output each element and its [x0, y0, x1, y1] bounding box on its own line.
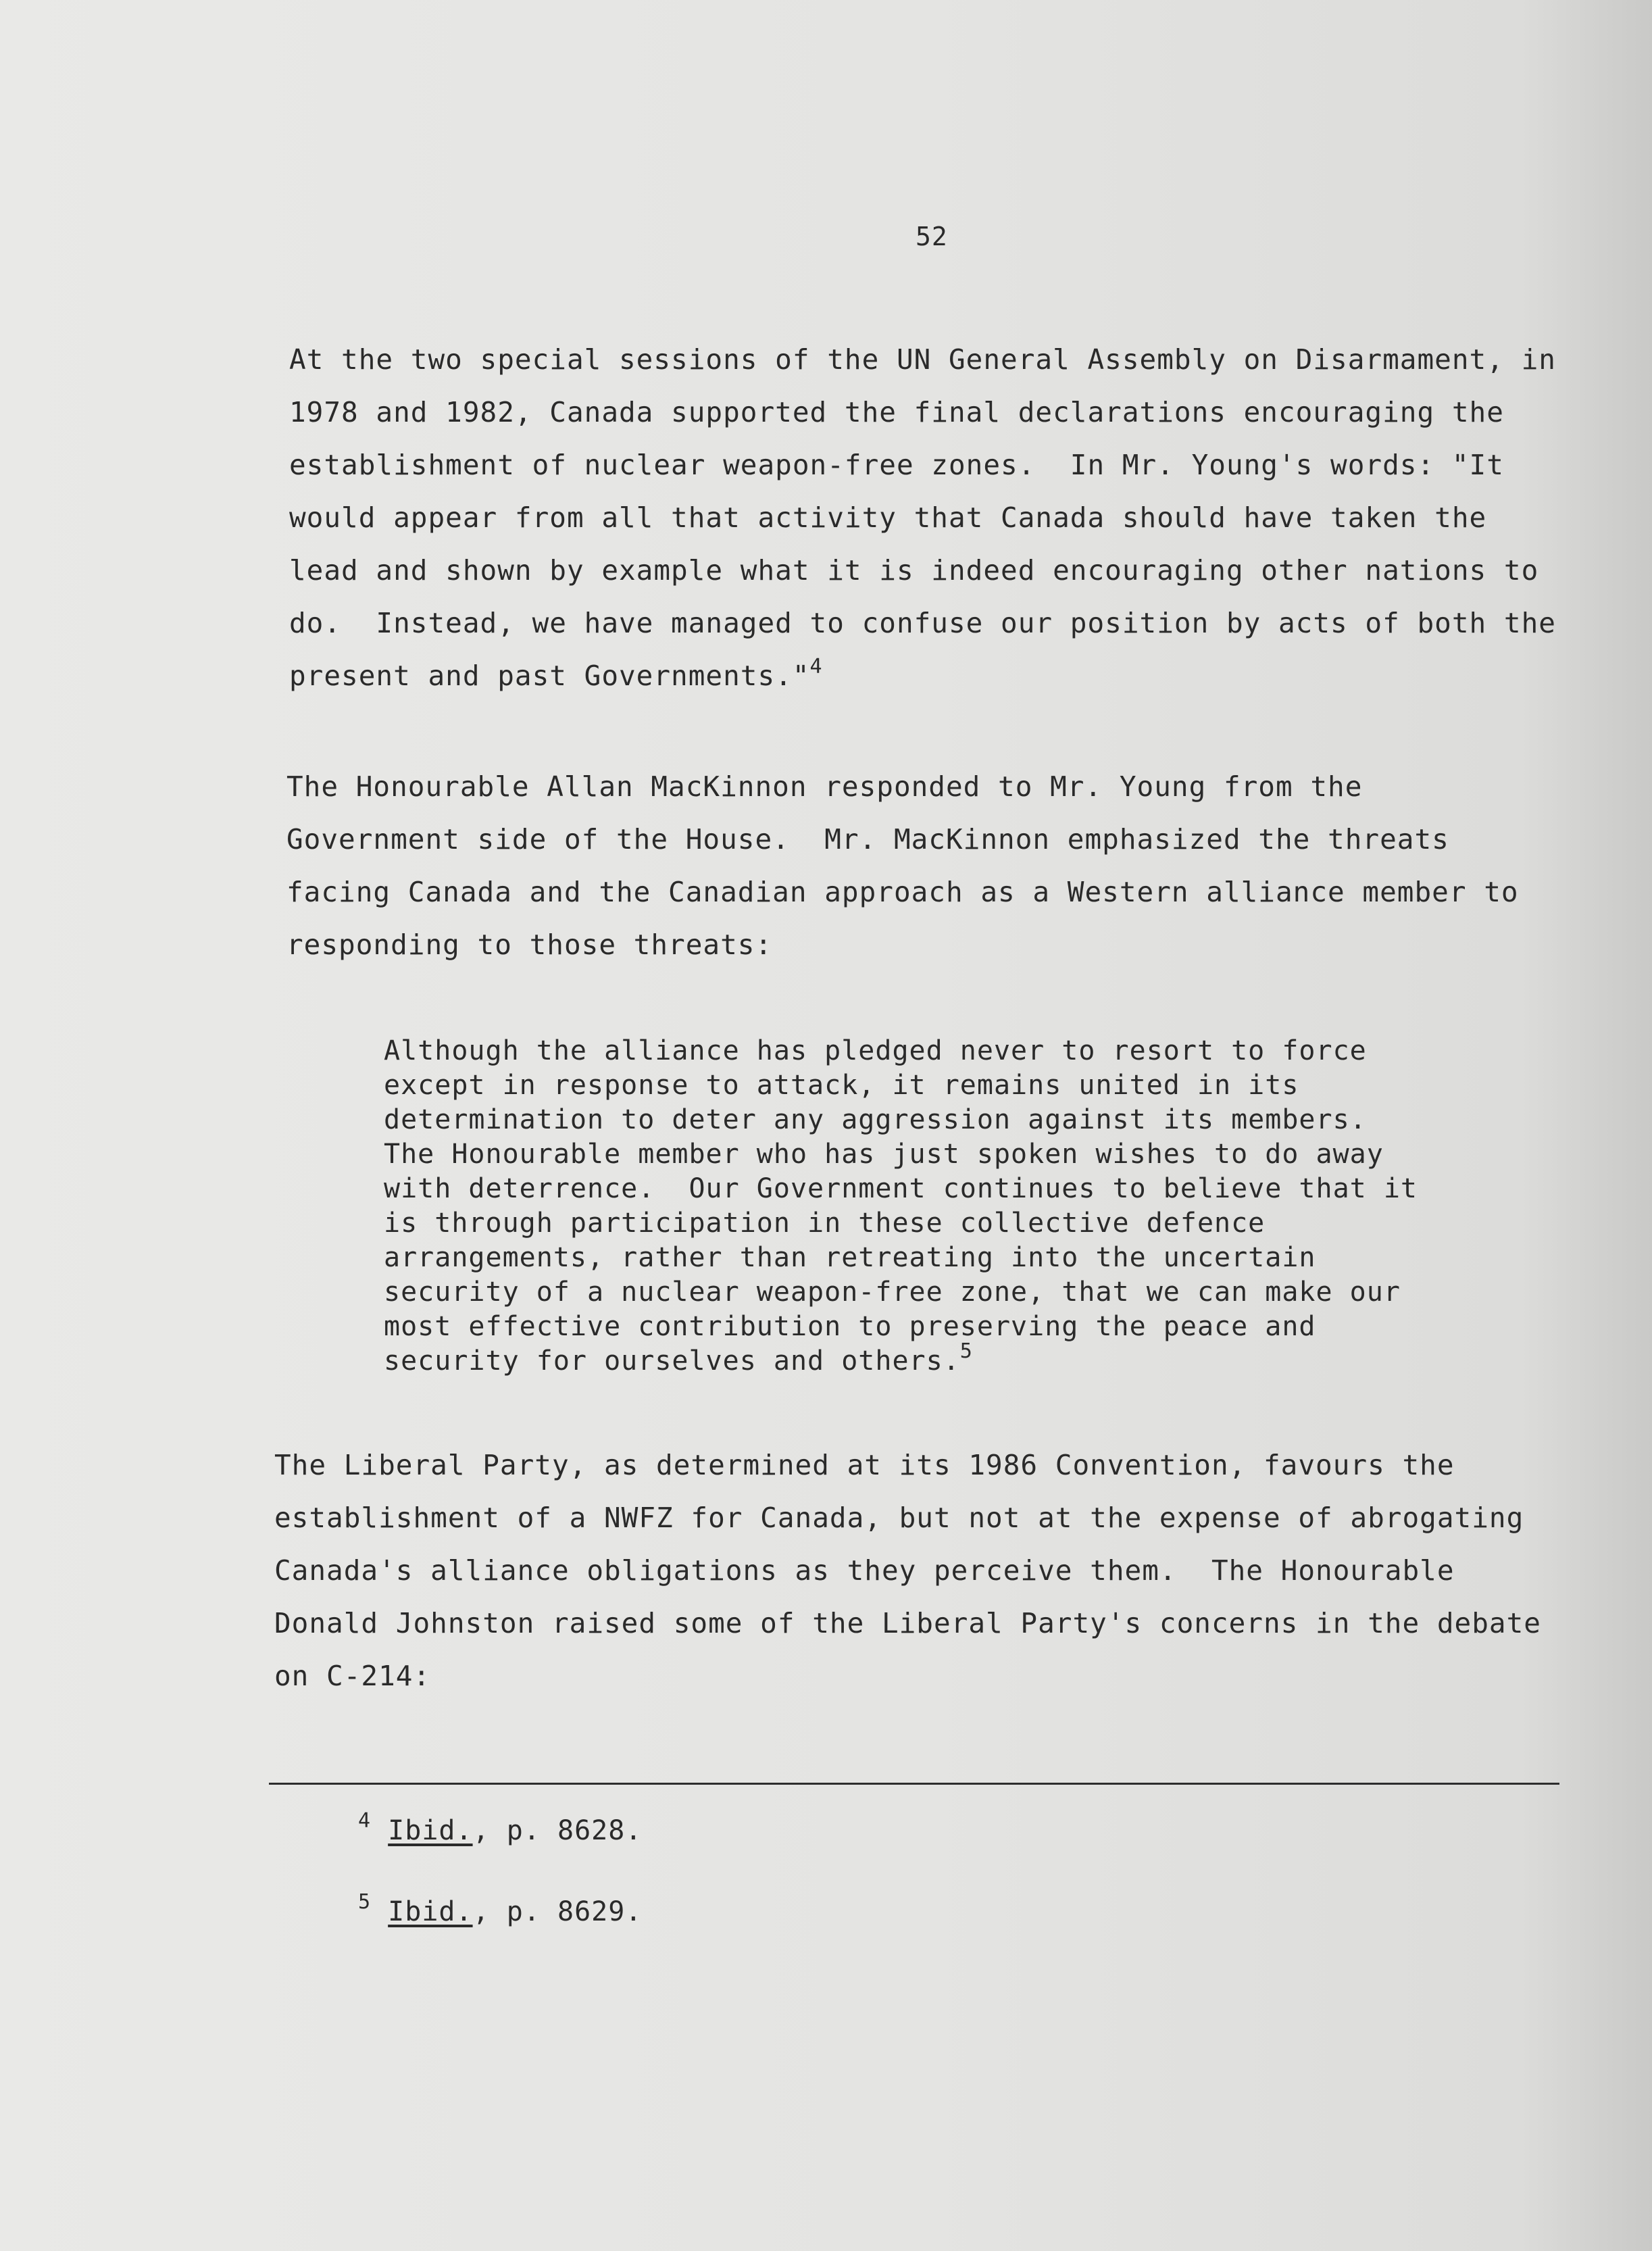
- footnote-5: [358, 1890, 643, 1927]
- text-line: responding to those threats:: [286, 929, 773, 961]
- footnote-number: 5: [358, 1890, 372, 1914]
- footnote-page: , p. 8629.: [472, 1896, 643, 1927]
- text-line: lead and shown by example what it is indeed encouraging other nations to: [289, 554, 1539, 587]
- text-line: Canada's alliance obligations as they perceive them. The Honourable: [274, 1554, 1455, 1587]
- text-line: Donald Johnston raised some of the Liberal Party's concerns in the debate: [274, 1607, 1541, 1639]
- text-line: The Honourable Allan MacKinnon responded to Mr. Young from the: [286, 770, 1363, 803]
- text-segment: security for ourselves and others.: [384, 1345, 960, 1377]
- text-line: [289, 655, 823, 692]
- text-line: establishment of a NWFZ for Canada, but not at the expense of abrogating: [274, 1502, 1524, 1534]
- page-number: 52: [916, 222, 948, 251]
- text-line: establishment of nuclear weapon-free zones. In Mr. Young's words: "It: [289, 449, 1504, 481]
- footnote-page: , p. 8628.: [472, 1815, 643, 1846]
- text-line: facing Canada and the Canadian approach as a Western alliance member to: [286, 876, 1519, 908]
- quote-line: Although the alliance has pledged never to resort to force: [384, 1035, 1367, 1066]
- footnote-source: Ibid.: [388, 1896, 473, 1927]
- text-line: Government side of the House. Mr. MacKinnon emphasized the threats: [286, 823, 1449, 856]
- footnote-number: 4: [358, 1809, 372, 1833]
- quote-line: security of a nuclear weapon-free zone, that we can make our: [384, 1277, 1401, 1308]
- quote-line: with deterrence. Our Government continues to believe that it: [384, 1173, 1418, 1204]
- quote-line: [384, 1339, 973, 1377]
- footnote-source: Ibid.: [388, 1815, 473, 1846]
- footnote-4: [358, 1809, 643, 1846]
- quote-line: determination to deter any aggression against its members.: [384, 1104, 1367, 1135]
- footnote-reference: 4: [809, 655, 823, 678]
- footnote-reference: 5: [959, 1339, 973, 1363]
- text-line: The Liberal Party, as determined at its 1986 Convention, favours the: [274, 1449, 1455, 1481]
- quote-line: The Honourable member who has just spoken wishes to do away: [384, 1139, 1384, 1170]
- quote-line: is through participation in these collective defence: [384, 1208, 1266, 1239]
- text-line: do. Instead, we have managed to confuse our position by acts of both the: [289, 607, 1556, 639]
- quote-line: except in response to attack, it remains united in its: [384, 1070, 1299, 1101]
- quote-line: most effective contribution to preserving the peace and: [384, 1311, 1316, 1342]
- text-line: on C-214:: [274, 1660, 431, 1692]
- text-segment: present and past Governments.": [289, 660, 810, 692]
- text-line: 1978 and 1982, Canada supported the final declarations encouraging the: [289, 396, 1504, 428]
- footnote-divider: [269, 1783, 1559, 1785]
- text-line: would appear from all that activity that Canada should have taken the: [289, 501, 1487, 534]
- quote-line: arrangements, rather than retreating into the uncertain: [384, 1242, 1316, 1273]
- text-line: At the two special sessions of the UN General Assembly on Disarmament, in: [289, 343, 1556, 376]
